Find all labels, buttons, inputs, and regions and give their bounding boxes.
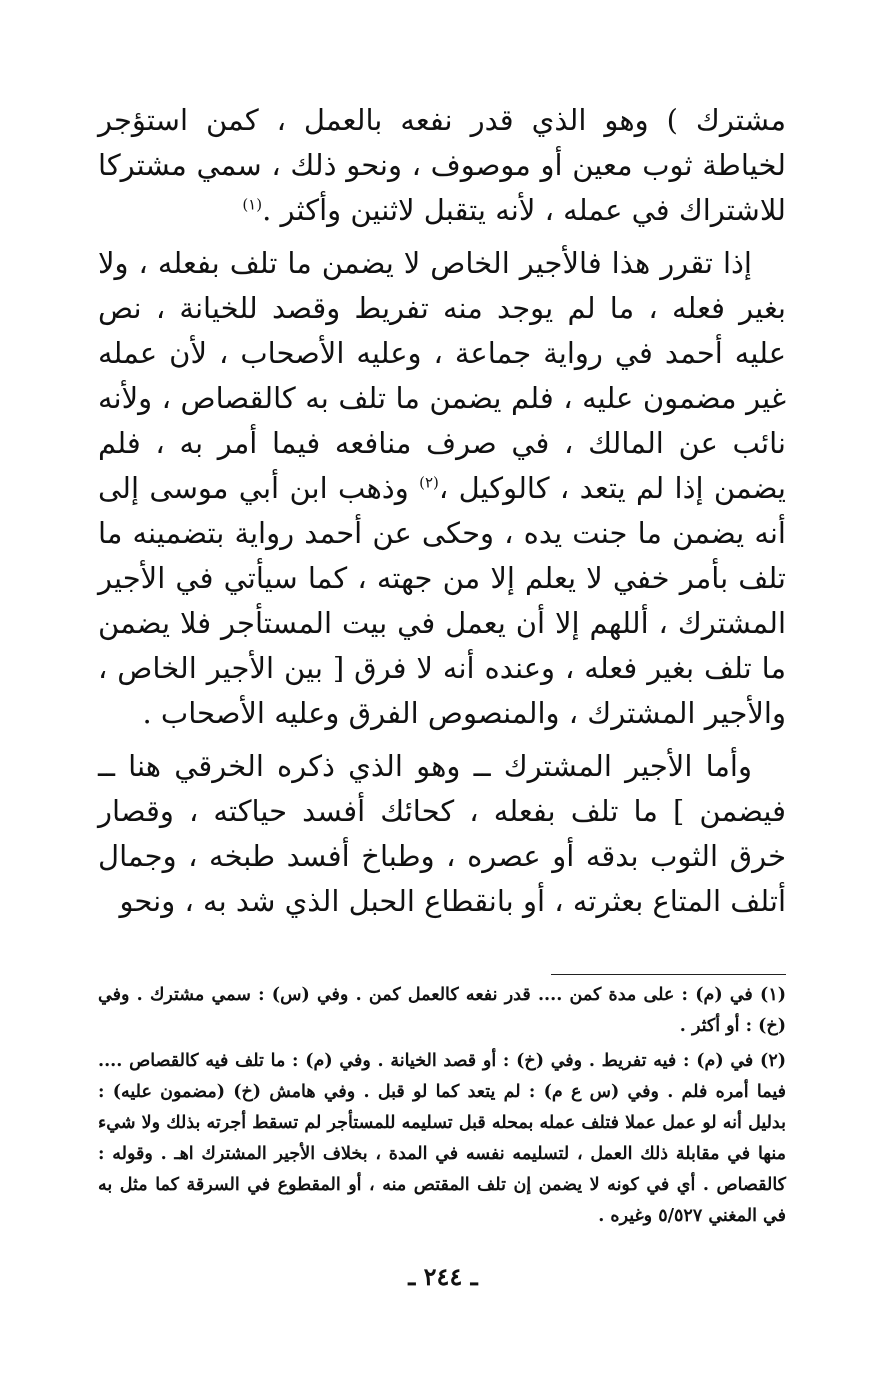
footnote-1: (١) في (م) : على مدة كمن .... قدر نفعه كالعمل كمن . وفي (س) : سمي مشترك . وفي (خ) : أو أكثر . <box>98 985 786 1036</box>
footnotes <box>98 980 786 1236</box>
paragraph-1 <box>98 98 786 233</box>
paragraph-2-text-a: إذا تقرر هذا فالأجير الخاص لا يضمن ما تلف بفعله ، ولا بغير فعله ، ما لم يوجد منه تفريط وقصد للخيانة ، نص عليه أحمد في رواية جماعة ، وعليه الأصحاب ، لأن عمله غير مضمون عليه ، فلم يضمن ما تلف به كالقصاص ، ولأنه نائب عن المالك ، في صرف منافعه فيما أمر به ، فلم يضمن إذا لم يتعد ، كالوكيل ، <box>98 246 786 505</box>
paragraph-1-text: مشترك ) وهو الذي قدر نفعه بالعمل ، كمن استؤجر لخياطة ثوب معين أو موصوف ، ونحو ذلك ، سمي مشتركا للاشتراك في عمله ، لأنه يتقبل لاثنين وأكثر . <box>98 103 786 227</box>
footnote-separator <box>551 974 786 975</box>
paragraph-2-text-b: وذهب ابن أبي موسى إلى أنه يضمن ما جنت يده ، وحكى عن أحمد رواية بتضمينه ما تلف بأمر خفي لا يعلم إلا من جهته ، كما سيأتي في الأجير المشترك ، أللهم إلا أن يعمل في بيت المستأجر فلا يضمن ما تلف بغير فعله ، وعنده أنه لا فرق [ بين الأجير الخاص ، والأجير المشترك ، والمنصوص الفرق وعليه الأصحاب . <box>98 471 786 730</box>
footnote-marker-2: (٢) <box>419 473 439 492</box>
paragraph-3 <box>98 744 786 924</box>
page-number: ـ ٢٤٤ ـ <box>408 1262 478 1291</box>
paragraph-2 <box>98 241 786 736</box>
main-text <box>98 98 786 932</box>
footnote-marker-1: (١) <box>242 195 263 214</box>
paragraph-3-text: وأما الأجير المشترك ــ وهو الذي ذكره الخرقي هنا ــ فيضمن ] ما تلف بفعله ، كحائك أفسد حياكته ، وقصار خرق الثوب بدقه أو عصره ، وطباخ أفسد طبخه ، وجمال أتلف المتاع بعثرته ، أو بانقطاع الحبل الذي شد به ، ونحو <box>98 749 786 918</box>
footnote-2: (٢) في (م) : فيه تفريط . وفي (خ) : أو قصد الخيانة . وفي (م) : ما تلف فيه كالقصاص .... فيما أمره فلم . وفي (س ع م) : لم يتعد كما لو قبل . وفي هامش (خ) (مضمون عليه) : بدليل أنه لو عمل عملا فتلف عمله بمحله قبل تسليمه للمستأجر لم تسقط أجرته بذلك ولا شيء منها في مقابلة ذلك العمل ، لتسليمه نفسه في المدة ، بخلاف الأجير المشترك اهـ . وقوله : كالقصاص . أي في كونه لا يضمن إن تلف المقتص منه ، أو المقطوع في السرقة كما مثل به في المغني ٥/٥٢٧ وغيره . <box>98 1051 786 1226</box>
